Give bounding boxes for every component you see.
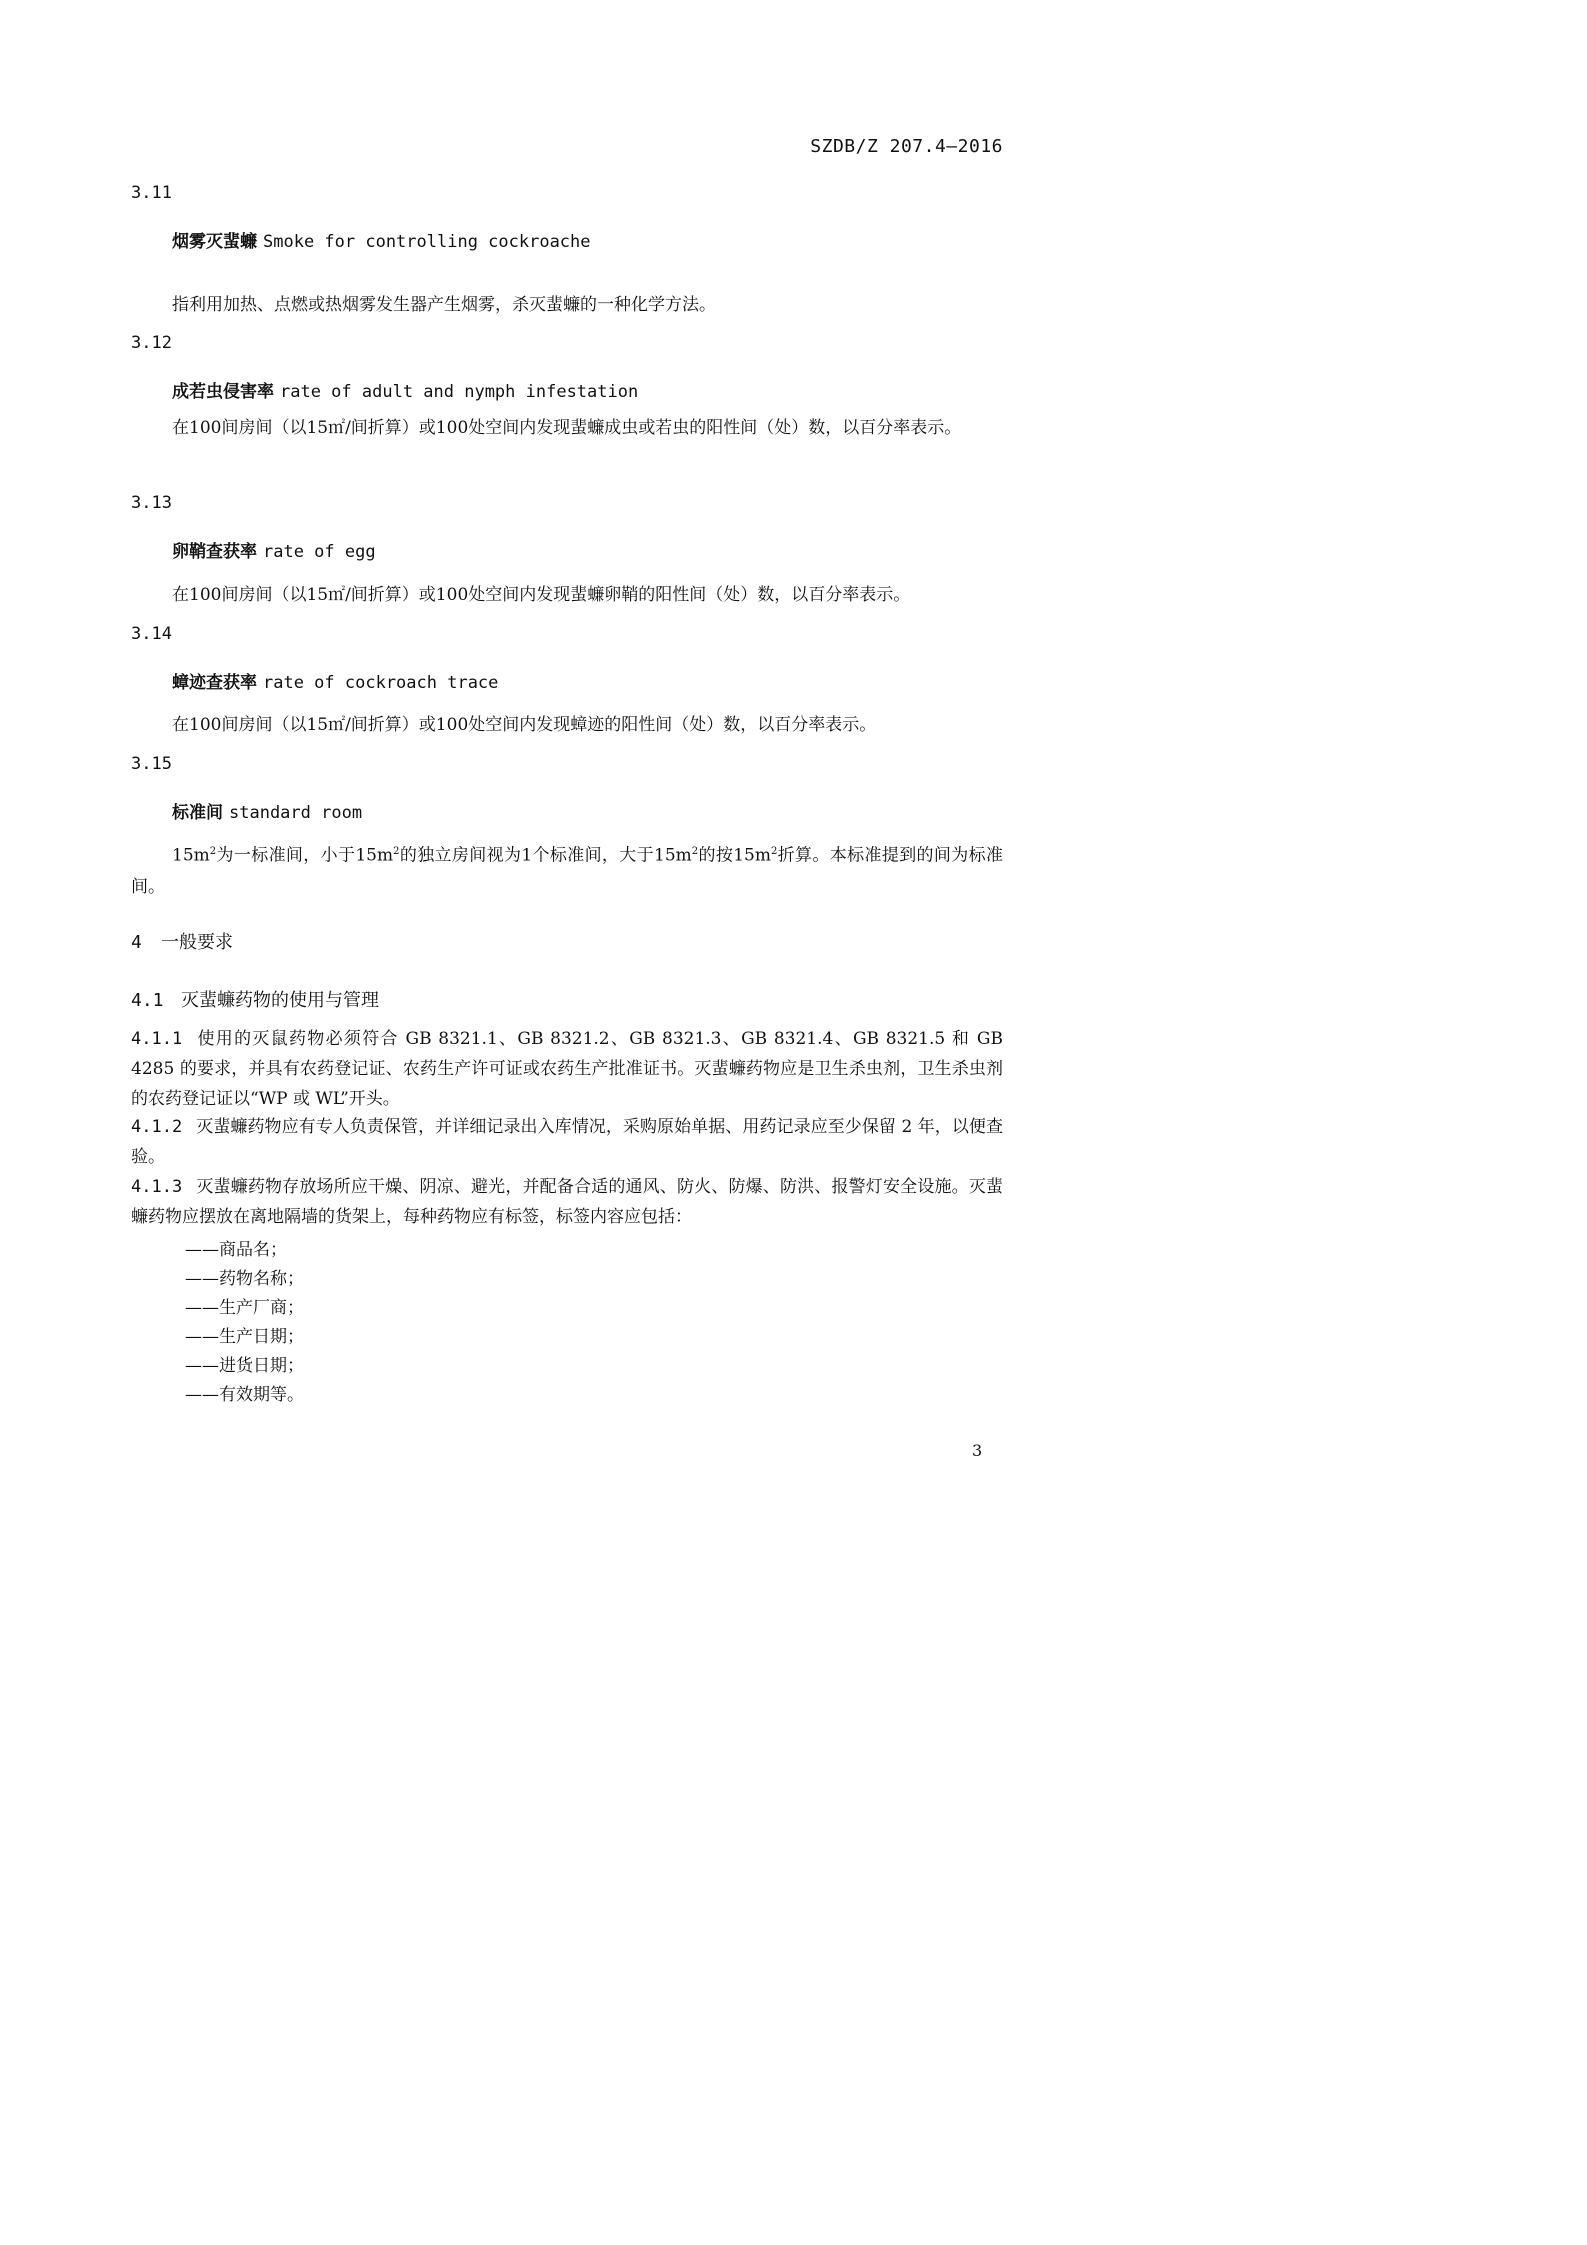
text-run: 15m	[172, 845, 210, 866]
list-item: ——生产厂商；	[185, 1298, 304, 1318]
term-zh: 卵鞘查获率	[172, 542, 257, 562]
superscript: 2	[691, 846, 699, 857]
term-zh: 蟑迹查获率	[172, 673, 257, 693]
superscript: 2	[770, 846, 778, 857]
text-run: 的按15m	[698, 845, 771, 866]
term-3-13	[172, 537, 376, 562]
section-heading-4	[131, 928, 233, 954]
list-item: ——生产日期；	[185, 1327, 304, 1347]
page-number: 3	[972, 1441, 983, 1460]
clause-text: 灭蜚蠊药物存放场所应干燥、阴凉、避光，并配备合适的通风、防火、防爆、防洪、报警灯安全设施。灭蜚蠊药物应摆放在离地隔墙的货架上，每种药物应有标签，标签内容应包括：	[131, 1177, 1003, 1227]
term-3-15	[172, 798, 362, 823]
term-zh: 成若虫侵害率	[172, 382, 274, 402]
term-en: rate of adult and nymph infestation	[280, 382, 639, 402]
clause-number-3-12: 3.12	[131, 333, 172, 353]
clause-4-1-2	[131, 1112, 1003, 1172]
term-en: Smoke for controlling cockroache	[263, 232, 591, 252]
list-item: ——药物名称；	[185, 1269, 304, 1289]
term-3-11	[172, 227, 591, 252]
term-zh: 标准间	[172, 803, 223, 823]
definition-3-13: 在100间房间（以15㎡/间折算）或100处空间内发现蜚蠊卵鞘的阳性间（处）数，以百分率表示。	[172, 585, 911, 605]
definition-3-14: 在100间房间（以15㎡/间折算）或100处空间内发现蟑迹的阳性间（处）数，以百分率表示。	[172, 715, 877, 735]
term-zh: 烟雾灭蜚蠊	[172, 232, 257, 252]
section-number: 4	[131, 932, 142, 953]
superscript: 2	[209, 846, 217, 857]
section-title: 一般要求	[161, 932, 233, 953]
section-heading-4-1	[131, 986, 379, 1012]
clause-number-3-14: 3.14	[131, 624, 172, 644]
clause-number: 4.1.2	[131, 1117, 183, 1137]
definition-3-12: 在100间房间（以15㎡/间折算）或100处空间内发现蜚蠊成虫或若虫的阳性间（处）数，以百分率表示。	[172, 418, 962, 438]
list-item: ——有效期等。	[185, 1385, 304, 1405]
term-3-14	[172, 668, 498, 693]
standard-code-header: SZDB/Z 207.4—2016	[810, 136, 1003, 157]
list-item: ——商品名；	[185, 1240, 287, 1260]
text-run: 折算。本标准提到的间为标准间。	[131, 845, 1003, 897]
clause-number: 4.1.3	[131, 1177, 183, 1197]
text-run: 为一标准间，小于15m	[216, 845, 394, 866]
definition-3-11: 指利用加热、点燃或热烟雾发生器产生烟雾，杀灭蜚蠊的一种化学方法。	[172, 295, 716, 315]
clause-number-3-13: 3.13	[131, 493, 172, 513]
clause-number-3-11: 3.11	[131, 183, 172, 203]
list-item: ——进货日期；	[185, 1356, 304, 1376]
definition-3-15	[131, 836, 1003, 903]
clause-4-1-3	[131, 1172, 1003, 1232]
clause-number: 4.1.1	[131, 1029, 183, 1049]
term-en: standard room	[229, 803, 363, 823]
superscript: 2	[393, 846, 400, 857]
term-3-12	[172, 377, 638, 402]
clause-4-1-1	[131, 1024, 1003, 1114]
section-title: 灭蜚蠊药物的使用与管理	[181, 990, 379, 1011]
section-number: 4.1	[131, 990, 164, 1011]
term-en: rate of egg	[263, 542, 376, 562]
clause-text: 使用的灭鼠药物必须符合 GB 8321.1、GB 8321.2、GB 8321.3、GB 8321.4、GB 8321.5 和 GB 4285 的要求，并具有农药登记证、农药生产许可证或农药生产批准证书。灭蜚蠊药物应是卫生杀虫剂，卫生杀虫剂的农药登记证以“WP 或 WL”开头。	[131, 1029, 1003, 1109]
term-en: rate of cockroach trace	[263, 673, 499, 693]
clause-number-3-15: 3.15	[131, 754, 172, 774]
clause-text: 灭蜚蠊药物应有专人负责保管，并详细记录出入库情况，采购原始单据、用药记录应至少保留 2 年，以便查验。	[131, 1117, 1003, 1167]
text-run: 的独立房间视为1个标准间，大于15m	[399, 845, 692, 866]
